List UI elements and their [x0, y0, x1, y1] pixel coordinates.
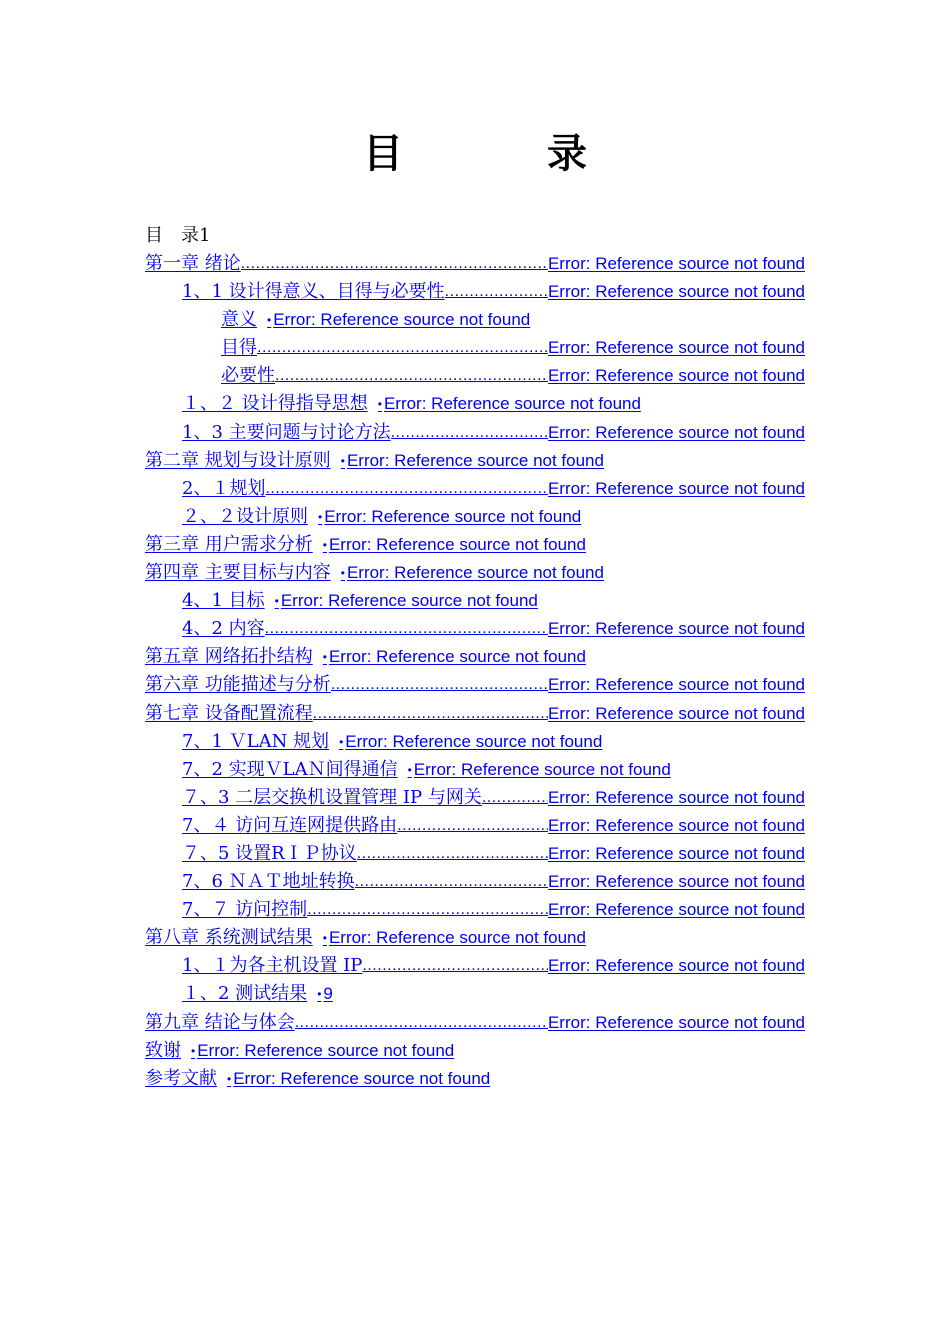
- tab-marker-icon: •: [227, 1071, 232, 1086]
- toc-entry-page-link[interactable]: Error: Reference source not found: [547, 1012, 805, 1032]
- toc-entry-page-link[interactable]: Error: Reference source not found: [547, 815, 805, 835]
- tab-marker-icon: •: [340, 566, 345, 581]
- toc-entry-link[interactable]: [145, 927, 586, 948]
- toc-entry-page-link[interactable]: Error: Reference source not found: [547, 338, 805, 358]
- toc-entry-title-link[interactable]: ７、5 设置RＩＰ协议: [182, 842, 357, 864]
- dot-leader: [331, 671, 548, 699]
- toc-entry-page-link[interactable]: Error: Reference source not found: [547, 282, 805, 302]
- toc-entry-page-link[interactable]: Error: Reference source not found: [547, 900, 805, 920]
- toc-entry[interactable]: [182, 952, 805, 980]
- toc-entry[interactable]: [145, 531, 950, 559]
- toc-entry-title-link[interactable]: 第九章 结论与体会: [145, 1011, 295, 1033]
- toc-entry-title-link[interactable]: 第一章 绪论: [145, 253, 241, 274]
- toc-entry-link[interactable]: [182, 983, 333, 1004]
- toc-entry[interactable]: [182, 896, 805, 924]
- toc-entry-title: 7、2 实现ＶLAＮ间得通信: [182, 758, 398, 780]
- toc-entry[interactable]: [182, 419, 805, 447]
- dot-leader: [362, 952, 548, 980]
- toc-entry[interactable]: [182, 784, 805, 812]
- toc-entry-page: Error: Reference source not found: [383, 394, 641, 414]
- toc-entry[interactable]: [145, 924, 950, 952]
- toc-entry[interactable]: [182, 980, 950, 1008]
- toc-entry[interactable]: [182, 615, 805, 643]
- dot-leader: [265, 475, 548, 503]
- toc-entry-page: Error: Reference source not found: [346, 450, 604, 470]
- toc-entry[interactable]: [145, 643, 950, 671]
- dot-leader: [241, 250, 548, 278]
- toc-entry[interactable]: [221, 362, 805, 390]
- toc-entry-title-link[interactable]: 7、6 ＮＡＴ地址转换: [182, 871, 355, 893]
- toc-entry[interactable]: [145, 559, 950, 587]
- toc-entry-link[interactable]: [145, 562, 604, 583]
- toc-entry-page: Error: Reference source not found: [197, 1040, 455, 1060]
- dot-leader: [265, 615, 548, 643]
- toc-entry-page: Error: Reference source not found: [328, 647, 586, 667]
- toc-entry[interactable]: [145, 671, 805, 699]
- toc-entry-title: 第八章 系统测试结果: [145, 927, 313, 949]
- toc-entry-title-link[interactable]: 第六章 功能描述与分析: [145, 674, 331, 696]
- toc-entry-link[interactable]: [145, 646, 586, 667]
- toc-entry-title: 第四章 主要目标与内容: [145, 562, 331, 584]
- toc-entry-link[interactable]: [145, 1068, 490, 1089]
- tab-marker-icon: •: [322, 650, 327, 665]
- tab-marker-icon: •: [317, 987, 322, 1002]
- toc-entry[interactable]: [182, 475, 805, 503]
- toc-entry-page-link[interactable]: Error: Reference source not found: [547, 619, 805, 639]
- toc-entry-page: Error: Reference source not found: [280, 591, 538, 611]
- table-of-contents: [0, 250, 950, 1093]
- tab-marker-icon: •: [274, 594, 279, 609]
- toc-entry-title-link[interactable]: 目得: [221, 337, 257, 359]
- toc-entry[interactable]: [182, 503, 950, 531]
- dot-leader: [275, 362, 548, 390]
- toc-entry[interactable]: [182, 756, 950, 784]
- toc-heading: 目 录1: [145, 225, 211, 246]
- toc-entry-page: Error: Reference source not found: [328, 928, 586, 948]
- tab-marker-icon: •: [267, 313, 272, 328]
- toc-entry-title-link[interactable]: 1、１为各主机设置 IP: [182, 955, 363, 977]
- toc-entry[interactable]: [145, 1009, 805, 1037]
- toc-entry-page-link[interactable]: Error: Reference source not found: [547, 956, 805, 976]
- dot-leader: [355, 868, 548, 896]
- dot-leader: [391, 419, 548, 447]
- tab-marker-icon: •: [322, 537, 327, 552]
- toc-entry-page: Error: Reference source not found: [233, 1068, 491, 1088]
- toc-entry-title-link[interactable]: 2、１规划: [182, 477, 266, 499]
- dot-leader: [307, 896, 548, 924]
- toc-entry-link[interactable]: [221, 309, 530, 330]
- dot-leader: [357, 840, 548, 868]
- toc-entry-title-link[interactable]: 第七章 设备配置流程: [145, 702, 313, 724]
- toc-entry[interactable]: [221, 334, 805, 362]
- toc-entry[interactable]: [182, 278, 805, 306]
- toc-entry-title: 4、1 目标: [182, 590, 265, 612]
- dot-leader: [397, 812, 548, 840]
- toc-entry-page: Error: Reference source not found: [324, 506, 582, 526]
- toc-entry[interactable]: [182, 587, 950, 615]
- toc-entry-link[interactable]: [145, 1040, 454, 1061]
- toc-entry[interactable]: [182, 390, 950, 418]
- toc-entry-link[interactable]: [182, 731, 602, 752]
- dot-leader: [313, 700, 548, 728]
- toc-entry-link[interactable]: [182, 759, 671, 780]
- toc-entry-title-link[interactable]: 1、1 设计得意义、目得与必要性: [182, 281, 445, 303]
- tab-marker-icon: •: [322, 931, 327, 946]
- toc-entry-title: 第三章 用户需求分析: [145, 533, 313, 555]
- toc-entry-title-link[interactable]: 1、3 主要问题与讨论方法: [182, 421, 391, 443]
- toc-entry-page-link[interactable]: Error: Reference source not found: [547, 843, 805, 863]
- toc-entry-page: 9: [323, 984, 333, 1004]
- dot-leader: [482, 784, 548, 812]
- toc-entry[interactable]: [182, 728, 950, 756]
- tab-marker-icon: •: [191, 1043, 196, 1058]
- toc-entry-page-link[interactable]: Error: Reference source not found: [547, 675, 805, 695]
- toc-entry-title: 第五章 网络拓扑结构: [145, 646, 313, 668]
- toc-entry-page: Error: Reference source not found: [328, 534, 586, 554]
- toc-entry-page-link[interactable]: Error: Reference source not found: [547, 703, 805, 723]
- toc-entry-page-link[interactable]: Error: Reference source not found: [547, 872, 805, 892]
- toc-entry-title-link[interactable]: ７、3 二层交换机设置管理 IP 与网关: [182, 786, 482, 808]
- tab-marker-icon: •: [407, 762, 412, 777]
- dot-leader: [445, 278, 548, 306]
- toc-entry[interactable]: [145, 447, 950, 475]
- toc-entry-title: 7、1 ＶLAN 规划: [182, 730, 330, 752]
- toc-entry-link[interactable]: [182, 393, 641, 414]
- toc-entry-title-link[interactable]: 必要性: [221, 365, 275, 387]
- dot-leader: [295, 1009, 548, 1037]
- toc-entry-title: １、2 测试结果: [182, 983, 308, 1005]
- toc-entry-page-link[interactable]: Error: Reference source not found: [547, 366, 805, 386]
- tab-marker-icon: •: [339, 734, 344, 749]
- toc-entry-title: １、２ 设计得指导思想: [182, 393, 368, 415]
- toc-entry-page: Error: Reference source not found: [273, 310, 531, 330]
- tab-marker-icon: •: [340, 453, 345, 468]
- toc-entry-title-link[interactable]: 7、７ 访问控制: [182, 899, 308, 921]
- toc-entry-page: Error: Reference source not found: [346, 563, 604, 583]
- toc-entry-page-link[interactable]: Error: Reference source not found: [547, 478, 805, 498]
- tab-marker-icon: •: [318, 509, 323, 524]
- toc-entry-title: 致谢: [145, 1039, 181, 1061]
- toc-entry-title-link[interactable]: 7、４ 访问互连网提供路由: [182, 814, 398, 836]
- toc-entry-page-link[interactable]: Error: Reference source not found: [547, 254, 805, 273]
- toc-entry-page-link[interactable]: Error: Reference source not found: [547, 422, 805, 442]
- toc-entry-link[interactable]: [182, 590, 538, 611]
- toc-entry[interactable]: [145, 1037, 950, 1065]
- toc-entry[interactable]: [145, 700, 805, 728]
- toc-entry-title: 参考文献: [145, 1067, 217, 1089]
- toc-entry-page: Error: Reference source not found: [413, 759, 671, 779]
- toc-entry-link[interactable]: [145, 534, 586, 555]
- toc-entry[interactable]: [182, 812, 805, 840]
- toc-entry[interactable]: [145, 250, 805, 278]
- toc-entry-title: 第二章 规划与设计原则: [145, 449, 331, 471]
- toc-entry-page: Error: Reference source not found: [345, 731, 603, 751]
- toc-entry[interactable]: [145, 1065, 950, 1093]
- tab-marker-icon: •: [377, 397, 382, 412]
- dot-leader: [257, 334, 548, 362]
- page-title: 目 录: [363, 131, 639, 177]
- toc-entry[interactable]: [182, 840, 805, 868]
- toc-entry[interactable]: [221, 306, 950, 334]
- toc-entry-link[interactable]: [145, 450, 604, 471]
- toc-entry-link[interactable]: [182, 506, 581, 527]
- toc-entry-title: 意义: [221, 309, 257, 331]
- toc-entry-page-link[interactable]: Error: Reference source not found: [547, 787, 805, 807]
- toc-entry-title: ２、２设计原则: [182, 505, 308, 527]
- toc-entry-title-link[interactable]: 4、2 内容: [182, 618, 265, 640]
- toc-entry[interactable]: [182, 868, 805, 896]
